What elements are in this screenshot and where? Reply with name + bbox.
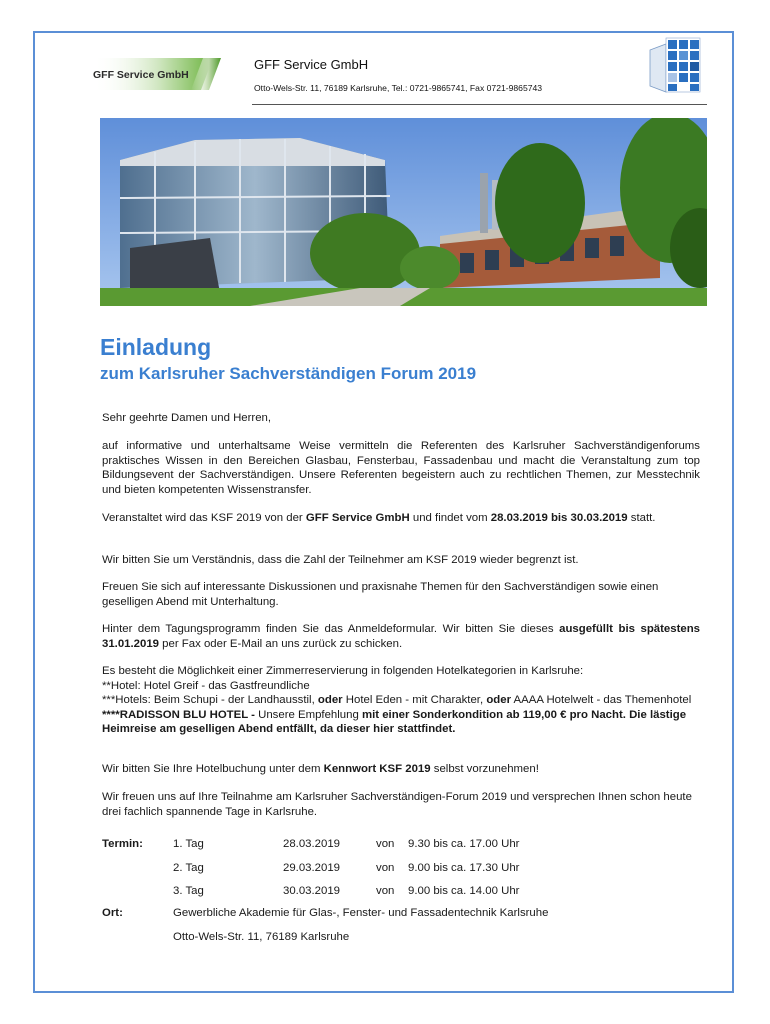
schedule-date: 30.03.2019 — [283, 885, 341, 897]
closing-paragraph: Wir freuen uns auf Ihre Teilnahme am Karlsruher Sachverständigen-Forum 2019 und versprechen Ihnen schon heute drei fachlich spannende Tage in Karlsruhe. — [102, 791, 692, 818]
greeting: Sehr geehrte Damen und Herren, — [102, 412, 272, 424]
text-bold: mit einer Sonderkondition ab 119,00 € pro Nacht. Die lästige Heimreise am geselligen Abend entfällt, da dieser hier stattfindet. — [102, 708, 687, 736]
hotel-category-3 — [102, 693, 700, 708]
schedule-date: 28.03.2019 — [283, 838, 341, 850]
discussion-paragraph: Freuen Sie sich auf interessante Diskussionen und praxisnahe Themen für den Sachverständigen sowie einen geselligen Abend mit Unterhaltung. — [102, 581, 659, 608]
document-subtitle: zum Karlsruher Sachverständigen Forum 2019 — [100, 364, 477, 383]
schedule-time: 9.00 bis ca. 14.00 Uhr — [408, 885, 520, 897]
text-span: ***Hotels: Beim Schupi - der Landhausstil, — [102, 694, 318, 707]
hotel-paragraph — [102, 664, 700, 737]
participant-limit-paragraph: Wir bitten Sie um Verständnis, dass die Zahl der Teilnehmer am KSF 2019 wieder begrenzt ist. — [102, 554, 579, 566]
text-span: Hinter dem Tagungsprogramm finden Sie das Anmeldeformular. Wir bitten Sie dieses — [102, 623, 560, 635]
text-span: statt. — [627, 512, 656, 524]
hotel-category-2: **Hotel: Hotel Greif - das Gastfreundliche — [102, 679, 310, 692]
schedule-day: 2. Tag — [173, 862, 204, 874]
registration-deadline: ausgefüllt bis spätestens 31.01.2019 — [102, 623, 700, 650]
text-span: selbst vorzunehmen! — [430, 763, 539, 775]
text-bold: ****RADISSON BLU HOTEL - — [102, 708, 259, 721]
schedule-von: von — [376, 885, 395, 897]
text-span: Veranstaltet wird das KSF 2019 von der — [102, 512, 306, 524]
cube-logo-icon — [646, 36, 702, 94]
text-bold: oder — [317, 694, 343, 707]
schedule-von: von — [376, 838, 395, 850]
schedule-time: 9.30 bis ca. 17.00 Uhr — [408, 838, 520, 850]
document-title: Einladung — [100, 334, 212, 360]
schedule-date: 29.03.2019 — [283, 862, 341, 874]
text-span: Unsere Empfehlung — [258, 708, 362, 721]
building-photo — [100, 118, 707, 306]
termin-label: Termin: — [102, 838, 143, 850]
registration-paragraph — [102, 622, 700, 651]
schedule-von: von — [376, 862, 395, 874]
text-span: per Fax oder E-Mail an uns zurück zu schicken. — [159, 637, 403, 650]
company-logo — [93, 56, 227, 92]
schedule-day: 1. Tag — [173, 838, 204, 850]
text-span: Wir bitten Sie Ihre Hotelbuchung unter dem — [102, 763, 324, 775]
hotel-intro: Es besteht die Möglichkeit einer Zimmerreservierung in folgenden Hotelkategorien in Karlsruhe: — [102, 665, 584, 677]
text-bold: oder — [486, 694, 511, 707]
booking-paragraph — [102, 762, 700, 777]
header-divider — [252, 104, 707, 105]
logo-text: GFF Service GmbH — [93, 69, 189, 81]
text-span: AAAA Hotelwelt - das Themenhotel — [511, 694, 692, 707]
organizer-paragraph — [102, 511, 700, 526]
booking-password: Kennwort KSF 2019 — [323, 763, 431, 775]
company-address: Otto-Wels-Str. 11, 76189 Karlsruhe, Tel.: 0721-9865741, Fax 0721-9865743 — [254, 83, 543, 93]
event-dates: 28.03.2019 bis 30.03.2019 — [490, 512, 628, 524]
schedule-day: 3. Tag — [173, 885, 204, 897]
text-span: und findet vom — [409, 512, 491, 524]
venue-name: Gewerbliche Akademie für Glas-, Fenster- und Fassadentechnik Karlsruhe — [173, 907, 549, 919]
schedule-time: 9.00 bis ca. 17.30 Uhr — [408, 862, 520, 874]
company-name: GFF Service GmbH — [254, 57, 369, 72]
organizer-name: GFF Service GmbH — [305, 512, 410, 524]
ort-label: Ort: — [102, 907, 123, 919]
intro-paragraph: auf informative und unterhaltsame Weise vermitteln die Referenten des Karlsruher Sachverständigenforums praktisches Wissen in den Bereichen Glasbau, Fensterbau, Fassadenbau und macht die Veranstaltung zum top Bildungsevent der Sachverständigen. Unsere Referenten begeistern auch zu rechtlichen Themen, zur Messtechnik und bieten kompetenten Wissenstransfer. — [102, 440, 700, 496]
venue-address: Otto-Wels-Str. 11, 76189 Karlsruhe — [173, 931, 350, 943]
hotel-category-4 — [102, 708, 700, 737]
text-span: Hotel Eden - mit Charakter, — [342, 694, 487, 707]
